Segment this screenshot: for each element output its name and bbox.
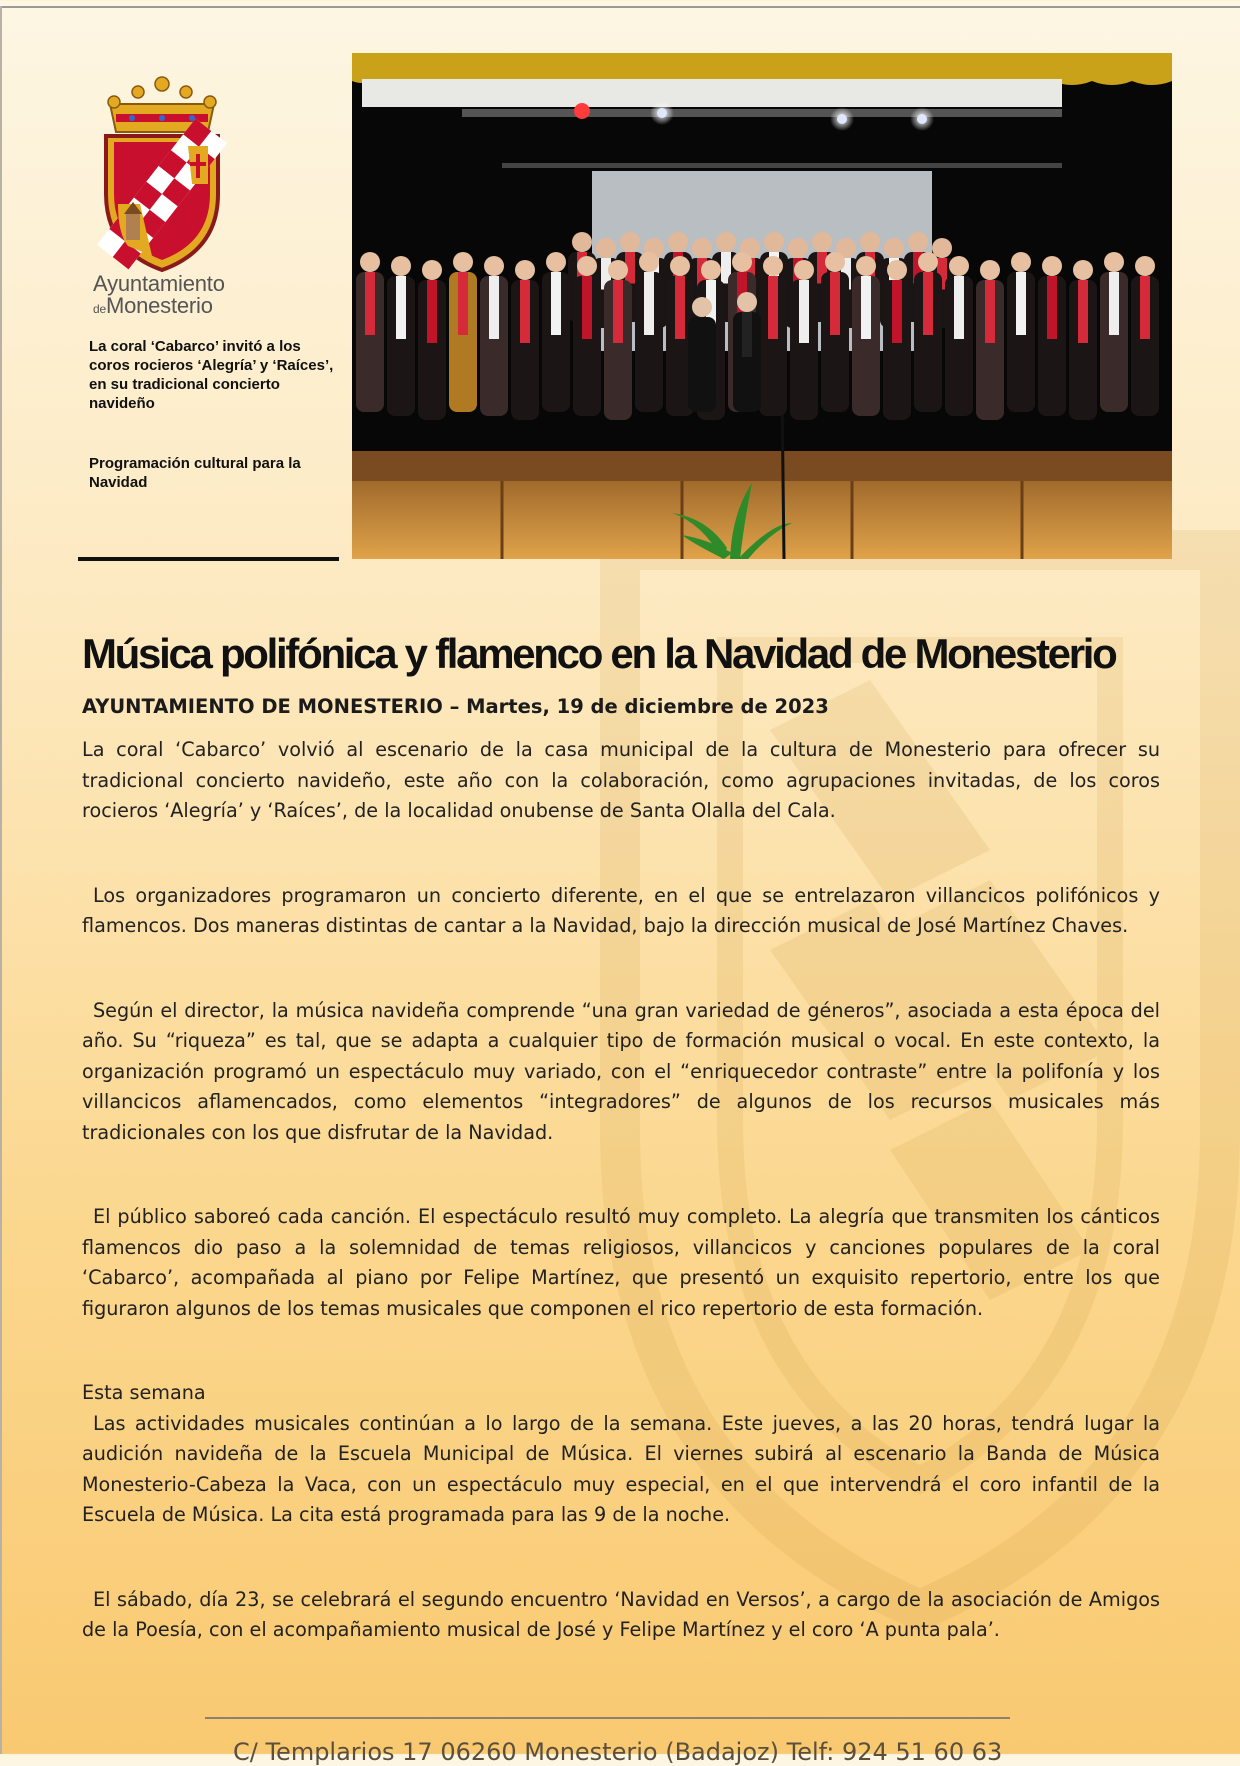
logo-name-line-1: Ayuntamiento [93,271,225,296]
choir-member [821,252,849,412]
logo-name-line-2 [93,293,213,319]
article-paragraph-4: El público saboreó cada canción. El espectáculo resultó muy completo. La alegría que transmiten los cánticos flamencos dio paso a la solemnidad de temas religiosos, villancicos y canciones populares de la coral ‘Cabarco’, acompañada al piano por Felipe Martínez, que presentó un exquisito repertorio, entre los que figuraron algunos de los temas musicales que componen el rico repertorio de esta formación. [82,1205,1160,1320]
choir-member [511,260,539,420]
choir-member [790,260,818,420]
article-paragraph-2: Los organizadores programaron un concierto diferente, en el que se entrelazaron villancicos polifónicos y flamencos. Dos maneras distintas de cantar a la Navidad, bajo la dirección musical de José Martínez Chaves. [82,883,1160,937]
choir-member [883,260,911,420]
choir-photo [352,53,1172,559]
choir-member [356,252,384,412]
page-top-border [0,6,1240,8]
choir-member [1131,256,1159,416]
footer-address: C/ Templarios 17 06260 Monesterio (Badajoz) Telf: 924 51 60 63 [233,1738,1003,1766]
choir-member [976,260,1004,420]
article-byline: AYUNTAMIENTO DE MONESTERIO – Martes, 19 de diciembre de 2023 [82,695,829,718]
choir-member [852,256,880,416]
page-left-border [0,6,2,1754]
logo-name-prefix: de [93,302,106,316]
choir-member [635,252,663,412]
choir-member [914,252,942,412]
choir-member [1007,252,1035,412]
choir-member [480,256,508,416]
article-paragraph-6: El sábado, día 23, se celebrará el segundo encuentro ‘Navidad en Versos’, a cargo de la asociación de Amigos de la Poesía, con el acompañamiento musical de José y Felipe Martínez y el coro ‘A punta pala’. [82,1587,1160,1641]
sidebar-divider [78,557,339,561]
choir-member [387,256,415,416]
choir-member [945,256,973,416]
choir-member [449,252,477,412]
footer-divider [205,1717,1010,1719]
article-paragraph-1: La coral ‘Cabarco’ volvió al escenario de la casa municipal de la cultura de Monesterio para ofrecer su tradicional concierto navideño, este año con la colaboración, como agrupaciones invitadas, de los coros rocieros ‘Alegría’ y ‘Raíces’, de la localidad onubense de Santa Olalla del Cala. [82,738,1160,822]
choir-member [1069,260,1097,420]
logo-name-town: Monesterio [105,293,213,318]
article-section-heading: Esta semana [82,1381,206,1404]
choir-member [1038,256,1066,416]
sidebar-caption-2: Programación cultural para la Navidad [89,455,301,491]
choir-member [1100,252,1128,412]
article-paragraph-3: Según el director, la música navideña comprende “una gran variedad de géneros”, asociada a esta época del año. Su “riqueza” es tal, que se adapta a cualquier tipo de formación musical o vocal. En este contexto, la organización programó un espectáculo muy variado, con el “enriquecedor contraste” entre la polifonía y los villancicos aflamencados, como elementos “integradores” de algunos de los recursos musicales más tradicionales con los que disfrutar de la Navidad. [82,998,1160,1144]
choir-member [573,256,601,416]
choir-photo-drawing [352,53,1172,559]
article-body [82,735,1160,1646]
sidebar-caption-1: La coral ‘Cabarco’ invitó a los coros rocieros ‘Alegría’ y ‘Raíces’, en su tradicional concierto navideño [89,338,334,412]
choir-member [542,252,570,412]
article-paragraph-5: Las actividades musicales continúan a lo largo de la semana. Este jueves, a las 20 horas, tendrá lugar la audición navideña de la Escuela Municipal de Música. El viernes subirá al escenario la Banda de Música Monesterio-Cabeza la Vaca, con un espectáculo muy especial, en el que intervendrá el coro infantil de la Escuela de Música. La cita está programada para las 9 de la noche. [82,1411,1160,1526]
choir-member [418,260,446,420]
coat-of-arms-logo [92,74,232,274]
article-headline: Música polifónica y flamenco en la Navidad de Monesterio [82,630,1116,677]
choir-member [759,256,787,416]
choir-member [604,260,632,420]
